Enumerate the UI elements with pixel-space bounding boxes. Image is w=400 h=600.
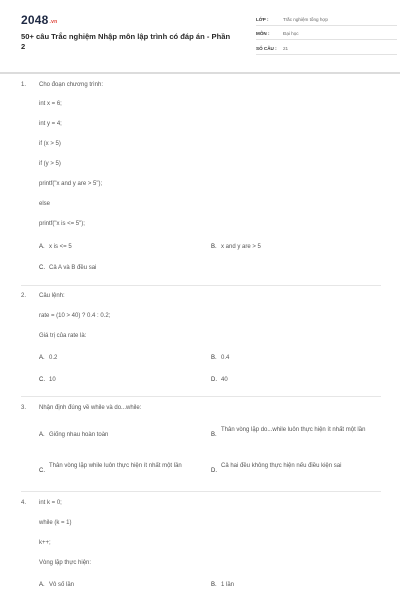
option-text: 0.4 <box>221 355 230 361</box>
question-divider <box>21 396 381 397</box>
option-key: C. <box>39 377 45 383</box>
option-key: A. <box>39 244 45 250</box>
logo-text: 2048 <box>21 13 49 27</box>
code-line: int y = 4; <box>39 121 62 127</box>
option-a[interactable] <box>39 354 57 363</box>
option-d[interactable] <box>211 462 376 476</box>
question-divider <box>21 491 381 492</box>
option-text: 0.2 <box>49 355 58 361</box>
option-a[interactable] <box>39 243 72 252</box>
option-c[interactable] <box>39 462 209 476</box>
meta-class-row <box>256 14 397 26</box>
question-text: Vòng lặp thực hiện: <box>39 560 92 566</box>
meta-label: SỐ CÂU : <box>256 45 277 51</box>
question-number: 2. <box>21 293 27 299</box>
option-text: Cả A và B đều sai <box>49 265 97 271</box>
meta-subject-row <box>256 28 397 40</box>
code-line: else <box>39 201 51 207</box>
option-text: x is <= 5 <box>49 244 72 250</box>
code-line: printf("x is <= 5"); <box>39 221 85 227</box>
code-line: int x = 6; <box>39 101 62 107</box>
option-a[interactable] <box>39 581 74 590</box>
option-b[interactable] <box>211 426 376 440</box>
document-title: 50+ câu Trắc nghiệm Nhập môn lập trình có đáp án - Phần 2 <box>21 32 231 51</box>
question-text: Nhận định đúng về while và do...while: <box>39 405 142 411</box>
code-line: printf("x and y are > 5"); <box>39 181 103 187</box>
option-d[interactable] <box>211 376 228 385</box>
code-line: if (x > 5) <box>39 141 61 147</box>
code-line: int k = 0; <box>39 500 62 506</box>
option-text: Cả hai đều không thực hiện nếu điều kiện sai <box>221 463 342 469</box>
option-key: D. <box>211 377 217 383</box>
option-text: x and y are > 5 <box>221 244 261 250</box>
option-key: B. <box>211 582 217 588</box>
meta-label: MÔN : <box>256 31 270 37</box>
option-b[interactable] <box>211 243 261 252</box>
code-line: rate = (10 > 40) ? 0.4 : 0.2; <box>39 313 111 319</box>
meta-count-row <box>256 43 397 55</box>
question-text: Giá trị của rate là: <box>39 333 87 339</box>
option-text: Thân vòng lặp do...while luôn thực hiện ít nhất một lần <box>221 427 366 433</box>
code-line: while (k = 1) <box>39 520 72 526</box>
option-text: Vô số lần <box>49 582 75 588</box>
option-c[interactable] <box>39 376 56 385</box>
option-a[interactable] <box>39 431 108 440</box>
option-key: A. <box>39 582 45 588</box>
question-number: 4. <box>21 500 27 506</box>
option-text: Giống nhau hoàn toàn <box>49 432 109 438</box>
option-text: 1 lần <box>221 582 235 588</box>
option-key: B. <box>211 244 217 250</box>
option-key: A. <box>39 355 45 361</box>
site-logo[interactable] <box>21 13 57 27</box>
option-key: B. <box>211 432 217 438</box>
question-number: 3. <box>21 405 27 411</box>
option-key: B. <box>211 355 217 361</box>
option-key: D. <box>211 468 217 474</box>
question-divider <box>21 285 381 286</box>
code-line: k++; <box>39 540 51 546</box>
question-number: 1. <box>21 82 27 88</box>
option-text: 40 <box>221 377 228 383</box>
option-text: Thân vòng lặp while luôn thực hiện ít nhất một lần <box>49 463 182 469</box>
option-key: A. <box>39 432 45 438</box>
code-line: if (y > 5) <box>39 161 61 167</box>
option-key: C. <box>39 265 45 271</box>
logo-suffix: .vn <box>49 19 58 25</box>
option-b[interactable] <box>211 354 229 363</box>
option-b[interactable] <box>211 581 234 590</box>
option-key: C. <box>39 468 45 474</box>
option-text: 10 <box>49 377 56 383</box>
question-text: Cho đoạn chương trình: <box>39 82 103 88</box>
meta-value: Đại học <box>283 31 299 37</box>
meta-label: LỚP : <box>256 17 269 22</box>
header-divider <box>0 72 400 74</box>
meta-value: Trắc nghiệm tổng hợp <box>283 17 328 22</box>
question-text: Câu lệnh: <box>39 293 65 299</box>
document-meta <box>256 14 397 57</box>
option-c[interactable] <box>39 264 96 273</box>
meta-value: 21 <box>283 45 289 51</box>
document-header <box>21 0 381 72</box>
